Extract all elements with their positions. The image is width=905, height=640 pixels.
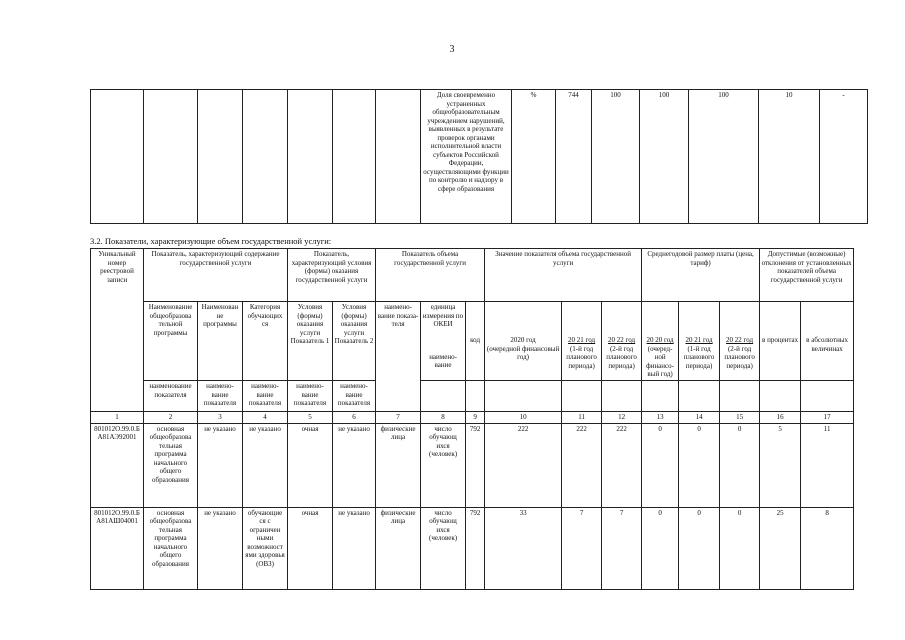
column-number: 8 bbox=[421, 412, 466, 424]
column-number: 17 bbox=[801, 412, 854, 424]
header-programs: Наименован не программы bbox=[198, 302, 243, 381]
header-deviation-group: Допустимые (возможные) отклонения от установленных показателей объема государственной услуги bbox=[760, 249, 854, 302]
unit-code-value: 792 bbox=[466, 507, 485, 589]
deviation-absolute: - bbox=[820, 90, 868, 224]
header-indicator-name-5: наимено-вание показателя bbox=[333, 381, 376, 412]
price-2020: 0 bbox=[642, 423, 679, 507]
column-number: 9 bbox=[466, 412, 485, 424]
header-deviation-absolute-label: в абсолютных величинах bbox=[806, 336, 849, 353]
deviation-absolute: 8 bbox=[801, 507, 854, 589]
header-price-2022-year: 20 22 год bbox=[726, 336, 754, 344]
header-value-2021-note: (1-й год планового периода) bbox=[566, 344, 597, 370]
header-deviation-percent bbox=[760, 302, 801, 381]
header-indicator-name-3: наимено-вание показателя bbox=[243, 381, 288, 412]
empty-cell bbox=[288, 90, 333, 224]
header-value-2022-year: 20 22 год bbox=[608, 336, 636, 344]
empty-cell bbox=[602, 381, 642, 412]
empty-cell bbox=[801, 381, 854, 412]
header-conditions-group: Показатель, характеризующий условия (формы) оказания государственной услуги bbox=[288, 249, 376, 302]
header-deviation-absolute bbox=[801, 302, 854, 381]
deviation-percent: 25 bbox=[760, 507, 801, 589]
condition-2-value: не указано bbox=[333, 423, 376, 507]
volume-name-value: физические лица bbox=[376, 507, 421, 589]
column-number: 16 bbox=[760, 412, 801, 424]
value-2021: 7 bbox=[562, 507, 602, 589]
indicator-name: Доля своевременно устраненных общеобразовательным учреждением нарушений, выявленных в результате проверок органами исполнительной власти субъектов Российской Федерации, осуществляющими функции по контролю и надзору в сфере образования bbox=[421, 90, 512, 224]
value-2020: 100 bbox=[592, 90, 640, 224]
header-value-2020-note: (очередной финансовый год) bbox=[486, 344, 560, 361]
header-unit-name-label: наимено-вание bbox=[429, 352, 457, 369]
header-value-2022 bbox=[602, 302, 642, 381]
header-price-2021-year: 20 21 год bbox=[685, 336, 713, 344]
volume-name-value: физические лица bbox=[376, 423, 421, 507]
price-2021: 0 bbox=[679, 507, 720, 589]
deviation-percent: 5 bbox=[760, 423, 801, 507]
table-row bbox=[91, 423, 854, 507]
header-price-2020 bbox=[642, 302, 679, 381]
header-unit-okei: единица измерения по ОКЕИ bbox=[422, 303, 464, 328]
column-number: 11 bbox=[562, 412, 602, 424]
price-2022: 0 bbox=[720, 423, 760, 507]
column-number: 14 bbox=[679, 412, 720, 424]
header-condition-2: Условия (формы) оказания услуги Показатель 2 bbox=[333, 302, 376, 381]
header-value-2021-year: 20 21 год bbox=[568, 336, 596, 344]
header-price-2020-year: 20 20 год bbox=[646, 336, 674, 344]
empty-cell bbox=[466, 381, 485, 412]
header-price-2022 bbox=[720, 302, 760, 381]
column-number: 5 bbox=[288, 412, 333, 424]
empty-cell bbox=[485, 381, 562, 412]
deviation-absolute: 11 bbox=[801, 423, 854, 507]
empty-cell bbox=[91, 90, 144, 224]
price-2022: 0 bbox=[720, 507, 760, 589]
category-value: обучающие ся с ограничен ными возможност ями здоровья (ОВЗ) bbox=[243, 507, 288, 589]
column-number: 4 bbox=[243, 412, 288, 424]
header-program-name: Наименование общеобразова тельной программы bbox=[144, 302, 198, 381]
header-unique-number: Уникальный номер реестровой записи bbox=[91, 249, 144, 412]
empty-cell bbox=[421, 381, 466, 412]
value-2022: 7 bbox=[602, 507, 642, 589]
unit-name-value: число обучающ ихся (человек) bbox=[421, 507, 466, 589]
column-number: 3 bbox=[198, 412, 243, 424]
column-number-row bbox=[91, 412, 854, 424]
column-number: 15 bbox=[720, 412, 760, 424]
header-value-2020 bbox=[485, 302, 562, 381]
programs-value: не указано bbox=[198, 507, 243, 589]
programs-value: не указано bbox=[198, 423, 243, 507]
unit-code-value: 792 bbox=[466, 423, 485, 507]
header-volume-name: наимено-вание показа-теля bbox=[376, 302, 421, 412]
value-2020: 222 bbox=[485, 423, 562, 507]
empty-cell bbox=[333, 90, 376, 224]
header-indicator-name-4: наимено-вание показателя bbox=[288, 381, 333, 412]
volume-indicators-table bbox=[90, 248, 854, 590]
page-number: 3 bbox=[449, 44, 455, 55]
header-price-2021 bbox=[679, 302, 720, 381]
column-number: 7 bbox=[376, 412, 421, 424]
registry-number: 801012О.99.0.БА81АЭ92001 bbox=[91, 423, 144, 507]
unit-name: % bbox=[512, 90, 556, 224]
unit-name-value: число обучающ ихся (человек) bbox=[421, 423, 466, 507]
header-content-group: Показатель, характеризующий содержание государственной услуги bbox=[144, 249, 288, 302]
registry-number: 801012О.99.0.БА81АШ04001 bbox=[91, 507, 144, 589]
header-price-2021-note: (1-й год планового периода) bbox=[683, 344, 715, 370]
header-value-2021 bbox=[562, 302, 602, 381]
empty-cell bbox=[642, 381, 679, 412]
program-name: основная общеобразова тельная программа начального общего образования bbox=[144, 507, 198, 589]
column-number: 12 bbox=[602, 412, 642, 424]
header-condition-1: Условия (формы) оказания услуги Показатель 1 bbox=[288, 302, 333, 381]
empty-cell bbox=[243, 90, 288, 224]
header-price-group: Среднегодовой размер платы (цена, тариф) bbox=[642, 249, 760, 302]
empty-cell bbox=[198, 90, 243, 224]
quality-indicators-continuation-table bbox=[90, 89, 868, 224]
condition-2-value: не указано bbox=[333, 507, 376, 589]
header-deviation-percent-label: в процентах bbox=[762, 336, 799, 344]
empty-cell bbox=[562, 381, 602, 412]
empty-cell bbox=[144, 90, 198, 224]
header-unit-code bbox=[466, 302, 485, 381]
column-number: 2 bbox=[144, 412, 198, 424]
header-indicator-name-1: наименование показателя bbox=[144, 381, 198, 412]
category-value: не указано bbox=[243, 423, 288, 507]
table-row bbox=[91, 507, 854, 589]
header-unit-code-label: код bbox=[470, 336, 481, 344]
empty-cell bbox=[720, 381, 760, 412]
program-name: основная общеобразова тельная программа начального общего образования bbox=[144, 423, 198, 507]
header-unit-name bbox=[421, 302, 466, 381]
header-value-group: Значение показателя объема государственной услуги bbox=[485, 249, 642, 302]
section-title: 3.2. Показатели, характеризующие объем государственной услуги: bbox=[90, 236, 332, 246]
column-number: 6 bbox=[333, 412, 376, 424]
unit-code: 744 bbox=[556, 90, 592, 224]
value-2021: 222 bbox=[562, 423, 602, 507]
price-2020: 0 bbox=[642, 507, 679, 589]
header-category: Категория обучающих ся bbox=[243, 302, 288, 381]
empty-cell bbox=[376, 90, 421, 224]
empty-cell bbox=[760, 381, 801, 412]
value-2022: 222 bbox=[602, 423, 642, 507]
condition-1-value: очная bbox=[288, 507, 333, 589]
header-price-2022-note: (2-й год планового периода) bbox=[724, 344, 755, 370]
value-2021: 100 bbox=[640, 90, 689, 224]
column-number: 13 bbox=[642, 412, 679, 424]
header-indicator-name-2: наимено-вание показателя bbox=[198, 381, 243, 412]
deviation-percent: 10 bbox=[759, 90, 820, 224]
header-volume-group: Показатель объема государственной услуги bbox=[376, 249, 485, 302]
condition-1-value: очная bbox=[288, 423, 333, 507]
price-2021: 0 bbox=[679, 423, 720, 507]
value-2020: 33 bbox=[485, 507, 562, 589]
header-price-2020-note: (очеред-ной финансо-вый год) bbox=[646, 344, 674, 378]
column-number: 1 bbox=[91, 412, 144, 424]
value-2022: 100 bbox=[689, 90, 759, 224]
column-number: 10 bbox=[485, 412, 562, 424]
header-value-2020-year: 2020 год bbox=[510, 336, 536, 344]
header-value-2022-note: (2-й год планового периода) bbox=[606, 344, 637, 370]
empty-cell bbox=[679, 381, 720, 412]
